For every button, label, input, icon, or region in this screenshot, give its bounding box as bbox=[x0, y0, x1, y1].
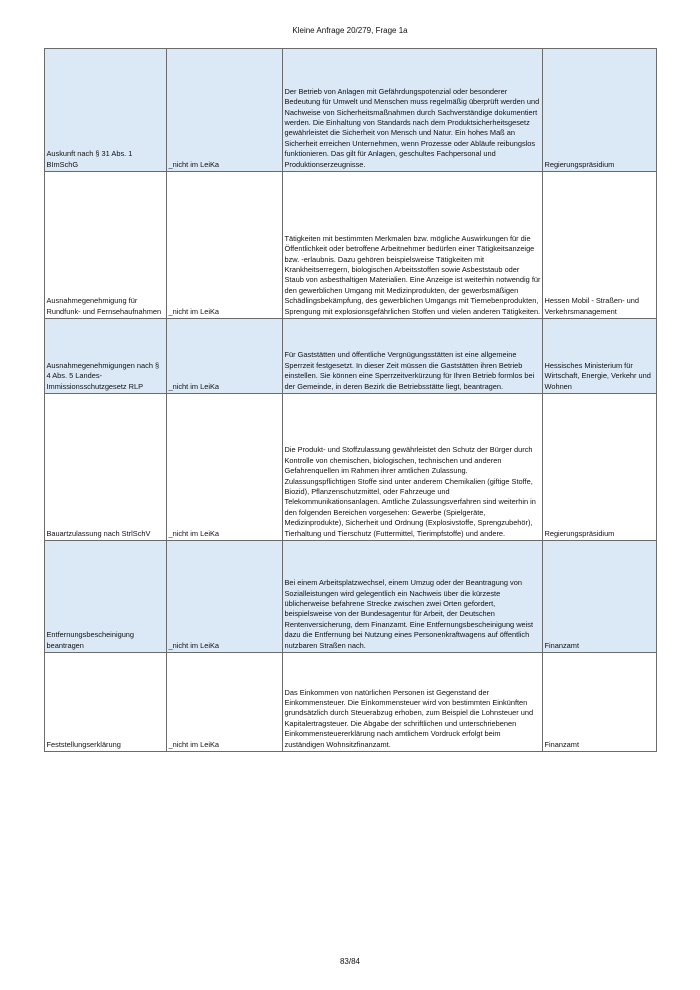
service-name-cell: Ausnahmegenehmigung für Rundfunk- und Fernsehaufnahmen bbox=[45, 172, 167, 319]
page-number: 83/84 bbox=[339, 957, 361, 966]
authority-cell: Regierungspräsidium bbox=[543, 49, 657, 172]
page-header: Kleine Anfrage 20/279, Frage 1a bbox=[292, 26, 408, 35]
authority-cell: Finanzamt bbox=[543, 541, 657, 653]
leika-code-cell: _nicht im LeiKa bbox=[167, 653, 283, 752]
service-name-cell: Bauartzulassung nach StrlSchV bbox=[45, 394, 167, 541]
description-cell: Der Betrieb von Anlagen mit Gefährdungspotenzial oder besonderer Bedeutung für Umwelt und Menschen muss regelmäßig überprüft werden und Nachweise von Sicherheitsmaßnahmen durch Sachverständige dokumentiert werden. Die Einhaltung von Standards nach dem Produktsicherheitsgesetz gewährleistet die Sicherheit von Mensch und Natur. Ein hohes Maß an Sicherheit erreichen Unternehmen, wenn Prozesse oder Abläufe reibungslos funktionieren. Das gilt für Anlagen, geschultes Fachpersonal und Produktionserzeugnisse. bbox=[283, 49, 543, 172]
table-row bbox=[45, 653, 657, 752]
description-cell: Für Gaststätten und öffentliche Vergnügungsstätten ist eine allgemeine Sperrzeit festgesetzt. In dieser Zeit müssen die Gaststätten ihren Betrieb einstellen. Sie können eine Sperrzeitverkürzung für Ihren Betrieb formlos bei der Gemeinde, in deren Bezirk die Betriebsstätte liegt, beantragen. bbox=[283, 319, 543, 394]
table-row bbox=[45, 319, 657, 394]
service-name-cell: Auskunft nach § 31 Abs. 1 BImSchG bbox=[45, 49, 167, 172]
table-row bbox=[45, 541, 657, 653]
authority-cell: Hessen Mobil - Straßen- und Verkehrsmanagement bbox=[543, 172, 657, 319]
leika-code-cell: _nicht im LeiKa bbox=[167, 172, 283, 319]
leika-code-cell: _nicht im LeiKa bbox=[167, 394, 283, 541]
authority-cell: Finanzamt bbox=[543, 653, 657, 752]
description-cell: Bei einem Arbeitsplatzwechsel, einem Umzug oder der Beantragung von Sozialleistungen wird gelegentlich ein Nachweis über die kürzeste üblicherweise befahrene Strecke zwischen zwei Orten gefordert, beispielsweise von der Bundesagentur für Arbeit, der Deutschen Rentenversicherung, dem Finanzamt. Eine Entfernungsbescheinigung weist dazu die Entfernung bei Nutzung eines Personenkraftwagens auf öffentlich nutzbaren Straßen nach. bbox=[283, 541, 543, 653]
service-name-cell: Feststellungserklärung bbox=[45, 653, 167, 752]
leika-code-cell: _nicht im LeiKa bbox=[167, 541, 283, 653]
authority-cell: Hessisches Ministerium für Wirtschaft, Energie, Verkehr und Wohnen bbox=[543, 319, 657, 394]
service-name-cell: Ausnahmegenehmigungen nach § 4 Abs. 5 Landes-Immissionsschutzgesetz RLP bbox=[45, 319, 167, 394]
service-name-cell: Entfernungsbescheinigung beantragen bbox=[45, 541, 167, 653]
table-row bbox=[45, 172, 657, 319]
description-cell: Tätigkeiten mit bestimmten Merkmalen bzw. mögliche Auswirkungen für die Öffentlichkeit oder betroffene Arbeitnehmer bedürfen einer Tätigkeitsanzeige bzw. -erlaubnis. Dazu gehören beispielsweise Tätigkeiten mit Krankheitserregern, biologischen Arbeitsstoffen sowie Asbeststaub oder Staub von asbesthaltigen Materialien. Eine Anzeige ist weiterhin notwendig für den gewerblichen Umgang mit Medizinprodukten, der gewerbsmäßigen Schädlingsbekämpfung, des gewerblichen Umgangs mit Tiernebenprodukten, Sprengung mit explosionsgefährlichen Stoffen und vielen anderen Tätigkeiten. bbox=[283, 172, 543, 319]
leika-code-cell: _nicht im LeiKa bbox=[167, 319, 283, 394]
services-table bbox=[44, 48, 657, 752]
authority-cell: Regierungspräsidium bbox=[543, 394, 657, 541]
table-row bbox=[45, 49, 657, 172]
description-cell: Das Einkommen von natürlichen Personen ist Gegenstand der Einkommensteuer. Die Einkommensteuer wird von bestimmten Einkünften grundsätzlich durch Steuerabzug erhoben, zum Beispiel die Lohnsteuer und Kapitalertragsteuer. Die Abgabe der schriftlichen und unterschriebenen Einkommensteuererklärung nach amtlichem Vordruck erfolgt beim zuständigen Wohnsitzfinanzamt. bbox=[283, 653, 543, 752]
table-row bbox=[45, 394, 657, 541]
leika-code-cell: _nicht im LeiKa bbox=[167, 49, 283, 172]
description-cell: Die Produkt- und Stoffzulassung gewährleistet den Schutz der Bürger durch Kontrolle von chemischen, biologischen, technischen und anderen Gefahrenquellen im Rahmen ihrer amtlichen Zulassung. Zulassungspflichtigen Stoffe sind unter anderem Chemikalien (giftige Stoffe, Biozid), Pflanzenschutzmittel, oder Fahrzeuge und Telekommunikationsanlagen. Amtliche Zulassungsverfahren sind weiterhin in den folgenden Bereichen vorgesehen: Gewerbe (Spielgeräte, Medizinprodukte), Sicherheit und Ordnung (Explosivstoffe, Sprengzubehör), Tierhaltung und Tierschutz (Futtermittel, Tierimpfstoffe) und andere. bbox=[283, 394, 543, 541]
